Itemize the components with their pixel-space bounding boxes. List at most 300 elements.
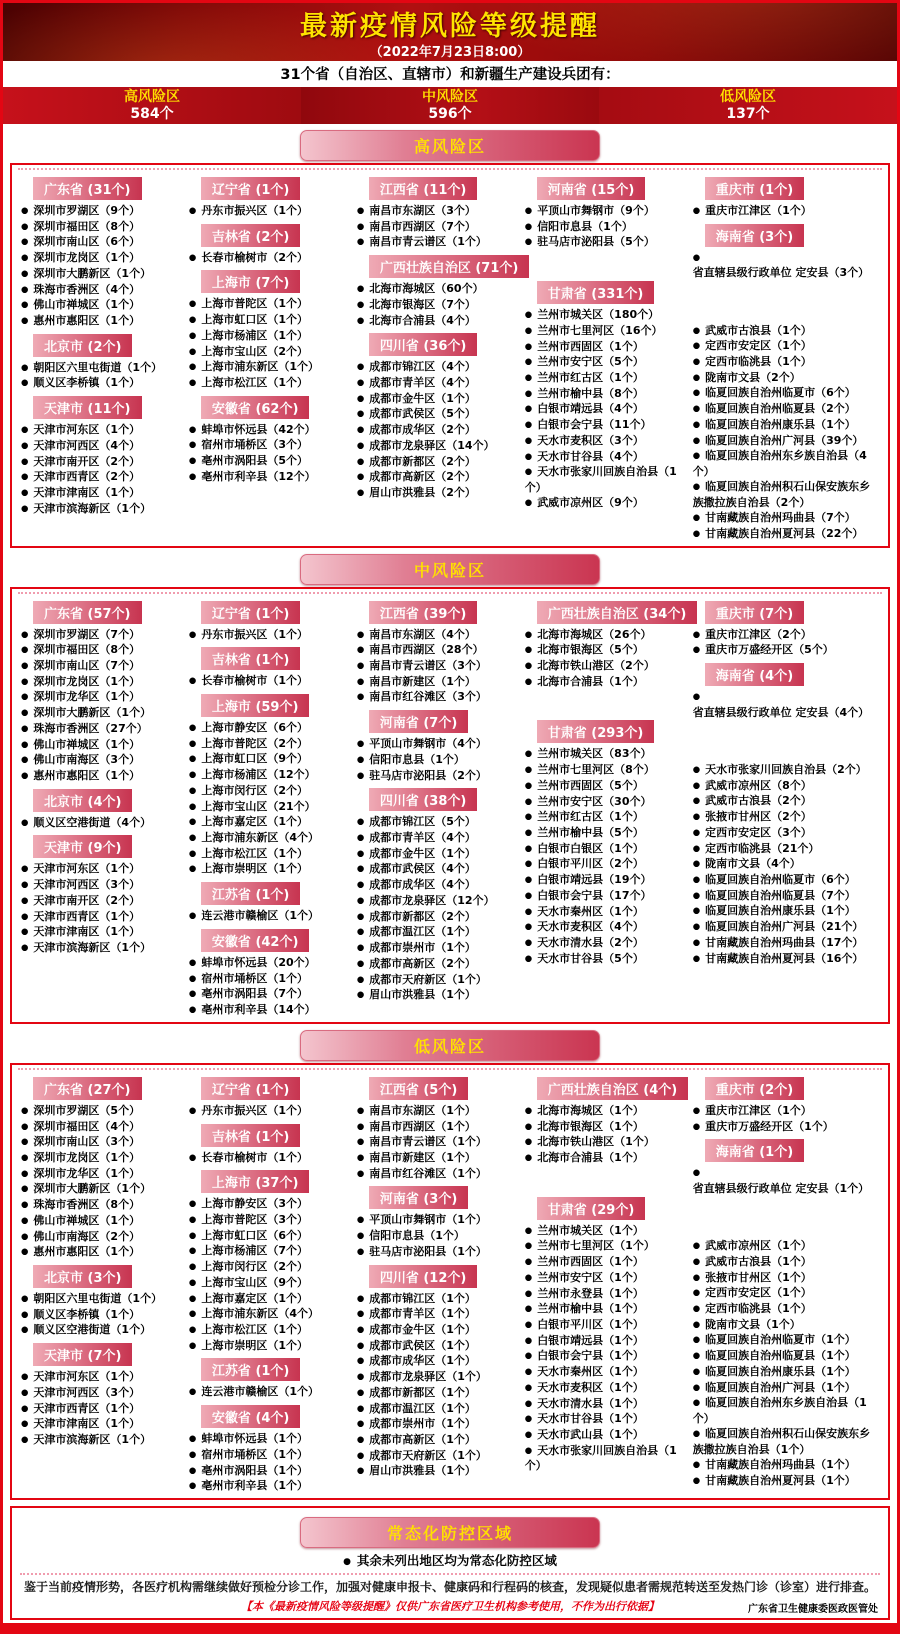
province-group <box>357 328 515 500</box>
risk-column-0 <box>16 1072 184 1448</box>
region-item: ● 天津市津南区（1个） <box>21 924 179 940</box>
region-item: ● 兰州市七里河区（16个） <box>525 323 683 339</box>
region-list <box>357 1103 515 1182</box>
region-item: ● 成都市龙泉驿区（14个） <box>357 438 515 454</box>
region-list <box>189 908 347 924</box>
province-group <box>189 1119 347 1166</box>
region-item: ● 北海市合浦县（1个） <box>525 674 683 690</box>
region-item: ● 上海市宝山区（2个） <box>189 344 347 360</box>
region-item: ● 甘南藏族自治州玛曲县（1个） <box>693 1457 879 1473</box>
region-item: ● 上海市普陀区（1个） <box>189 296 347 312</box>
region-item: ● 成都市武侯区（5个） <box>357 406 515 422</box>
province-header: 重庆市 (1个) <box>705 177 804 200</box>
region-list <box>189 250 347 266</box>
medical-guidance-note: 鉴于当前疫情形势，各医疗机构需继续做好预检分诊工作，加强对健康申报卡、健康码和行程码的核查，发现疑似患者需规范转送至发热门诊（诊室）进行排查。 <box>23 1580 876 1595</box>
region-item: ● 兰州市红古区（1个） <box>525 370 683 386</box>
region-list <box>189 1431 347 1494</box>
region-list <box>693 203 879 219</box>
region-list <box>693 627 879 658</box>
region-item: ● 兰州市城关区（180个） <box>525 307 683 323</box>
region-item: ● 珠海市香洲区（4个） <box>21 282 179 298</box>
region-item: ● 天水市张家川回族自治县（1个） <box>525 1443 683 1474</box>
province-header: 安徽省 (62个) <box>201 396 310 419</box>
risk-column-4 <box>688 172 884 542</box>
region-item: ● 蚌埠市怀远县（20个） <box>189 955 347 971</box>
region-item: ● 上海市浦东新区（4个） <box>189 1306 347 1322</box>
region-list <box>21 203 179 329</box>
region-item: ● 顺义区李桥镇（1个） <box>21 375 179 391</box>
region-item: ● 临夏回族自治州东乡族自治县（1个） <box>693 1395 879 1426</box>
region-list <box>21 1103 179 1260</box>
risk-column-4 <box>688 596 884 967</box>
province-header: 北京市 (3个) <box>33 1265 132 1288</box>
region-item: ● 南昌市西湖区（1个） <box>357 1119 515 1135</box>
province-header: 辽宁省 (1个) <box>201 1077 300 1100</box>
disclaimer-text: 【本《最新疫情风险等级提醒》仅供广东省医疗卫生机构参考使用，不作为出行依据】 <box>241 1600 659 1614</box>
province-header: 广东省 (27个) <box>33 1077 142 1100</box>
region-item: ● 驻马店市泌阳县（2个） <box>357 768 515 784</box>
region-item: ● 重庆市江津区（2个） <box>693 627 879 643</box>
region-item: ● 白银市会宁县（11个） <box>525 417 683 433</box>
region-item: ● 上海市宝山区（21个） <box>189 799 347 815</box>
region-item: ● 定西市安定区（1个） <box>693 1285 879 1301</box>
region-item: ● 白银市白银区（1个） <box>525 841 683 857</box>
province-group <box>189 1072 347 1119</box>
region-item: ● 成都市高新区（2个） <box>357 469 515 485</box>
region-item: ● 白银市平川区（1个） <box>525 1317 683 1333</box>
region-item: ● 上海市静安区（6个） <box>189 720 347 736</box>
region-item: ● 北海市海城区（26个） <box>525 627 683 643</box>
region-item: ● 天津市西青区（2个） <box>21 469 179 485</box>
province-group <box>693 658 879 720</box>
region-item: ● 白银市平川区（2个） <box>525 856 683 872</box>
region-item: ● 兰州市安宁区（30个） <box>525 794 683 810</box>
region-list <box>693 689 879 720</box>
province-header: 江苏省 (1个) <box>201 882 300 905</box>
province-header: 上海市 (59个) <box>201 694 310 717</box>
province-group <box>357 596 515 706</box>
region-list <box>189 673 347 689</box>
region-item: ● 北海市海城区（60个） <box>357 281 515 297</box>
region-item: ● 兰州市永登县（1个） <box>525 1286 683 1302</box>
region-item: ● 临夏回族自治州临夏县（7个） <box>693 888 879 904</box>
region-item: ● 上海市浦东新区（1个） <box>189 359 347 375</box>
region-item: ● 成都市温江区（1个） <box>357 1401 515 1417</box>
region-item: ● 平顶山市舞钢市（9个） <box>525 203 683 219</box>
region-item: ● 甘南藏族自治州玛曲县（17个） <box>693 935 879 951</box>
province-header: 甘肃省 (293个) <box>537 720 655 743</box>
risk-column-3 <box>520 172 688 511</box>
region-item: ● 南昌市东湖区（4个） <box>357 627 515 643</box>
region-item: ● 兰州市西固区（1个） <box>525 1254 683 1270</box>
region-list <box>357 1212 515 1259</box>
province-group <box>357 172 515 250</box>
stat-cell-0 <box>3 87 301 124</box>
region-list <box>357 203 515 250</box>
region-item: ● 成都市新都区（2个） <box>357 909 515 925</box>
province-header: 天津市 (11个) <box>33 396 142 419</box>
region-list <box>21 815 179 831</box>
stat-cell-2 <box>599 87 897 124</box>
region-item: ● 朝阳区六里屯街道（1个） <box>21 360 179 376</box>
region-item: ● 上海市普陀区（3个） <box>189 1212 347 1228</box>
region-item: ● 天水市张家川回族自治县（1个） <box>525 464 683 495</box>
section-box <box>10 163 890 548</box>
region-list <box>21 422 179 516</box>
province-header: 辽宁省 (1个) <box>201 601 300 624</box>
region-item: ● 成都市成华区（4个） <box>357 877 515 893</box>
region-item: ● 成都市高新区（2个） <box>357 956 515 972</box>
province-header: 四川省 (12个) <box>369 1265 478 1288</box>
province-header: 广西壮族自治区 (71个) <box>369 255 530 278</box>
region-item: ● 陇南市文县（1个） <box>693 1317 879 1333</box>
province-group <box>693 323 879 542</box>
region-item: ● 眉山市洪雅县（1个） <box>357 987 515 1003</box>
region-item: ● 南昌市新建区（1个） <box>357 674 515 690</box>
region-item: ● 南昌市青云谱区（1个） <box>357 1134 515 1150</box>
province-group <box>693 1134 879 1196</box>
region-item: ● 定西市临洮县（1个） <box>693 354 879 370</box>
region-item: ● 北海市银海区（7个） <box>357 297 515 313</box>
region-item: ● 南昌市青云谱区（1个） <box>357 234 515 250</box>
region-item: ● 南昌市红谷滩区（3个） <box>357 689 515 705</box>
dotted-divider <box>18 168 882 170</box>
region-item: ● 顺义区李桥镇（1个） <box>21 1307 179 1323</box>
region-item: ● 临夏回族自治州临夏县（1个） <box>693 1348 879 1364</box>
province-header: 甘肃省 (29个) <box>537 1197 646 1220</box>
region-item: ● 珠海市香洲区（8个） <box>21 1197 179 1213</box>
risk-column-3 <box>520 1072 688 1474</box>
region-item: ● 天水市甘谷县（1个） <box>525 1411 683 1427</box>
region-item: ● 长春市榆树市（2个） <box>189 250 347 266</box>
region-item: ● 成都市崇州市（1个） <box>357 1416 515 1432</box>
province-header: 海南省 (3个) <box>705 224 804 247</box>
region-list <box>525 1223 683 1474</box>
province-group <box>189 265 347 390</box>
region-item: ● 驻马店市泌阳县（5个） <box>525 234 683 250</box>
province-group <box>357 1072 515 1182</box>
region-item: ● 天水市秦州区（1个） <box>525 1364 683 1380</box>
region-item: ● 上海市嘉定区（1个） <box>189 814 347 830</box>
province-header: 天津市 (7个) <box>33 1343 132 1366</box>
risk-column-4 <box>688 1072 884 1489</box>
region-item: ● 深圳市南山区（3个） <box>21 1134 179 1150</box>
province-header: 河南省 (3个) <box>369 1186 468 1209</box>
risk-column-2 <box>352 596 520 1003</box>
province-group <box>693 219 879 281</box>
normalized-control-note: ● 其余未列出地区均为常态化防控区域 <box>20 1551 880 1569</box>
region-item: ● 北海市合浦县（4个） <box>357 313 515 329</box>
region-item: ● 上海市宝山区（9个） <box>189 1275 347 1291</box>
region-item: ● 兰州市榆中县（1个） <box>525 1301 683 1317</box>
region-item: ● 天津市西青区（1个） <box>21 1401 179 1417</box>
stat-label: 高风险区 <box>124 89 180 105</box>
dotted-divider <box>18 1068 882 1070</box>
stats-bar <box>3 87 897 124</box>
province-group <box>189 596 347 643</box>
region-list <box>357 736 515 783</box>
region-item: ● 连云港市赣榆区（1个） <box>189 1384 347 1400</box>
region-item: ● 成都市新都区（2个） <box>357 454 515 470</box>
region-item: ● 宿州市埇桥区（1个） <box>189 971 347 987</box>
issuer-attribution: 广东省卫生健康委医政医管处 <box>748 1604 878 1616</box>
region-item: ● 成都市龙泉驿区（12个） <box>357 893 515 909</box>
region-item: ● 天津市滨海新区（1个） <box>21 1432 179 1448</box>
region-list <box>357 1291 515 1480</box>
section-pill-row <box>3 554 897 585</box>
region-list <box>357 814 515 1003</box>
region-item: ● 临夏回族自治州临夏市（6个） <box>693 872 879 888</box>
province-header: 河南省 (15个) <box>537 177 646 200</box>
divider <box>20 1573 880 1575</box>
stat-count: 596个 <box>428 106 472 122</box>
region-item: ● 省直辖县级行政单位 定安县（1个） <box>693 1165 879 1196</box>
region-item: ● 佛山市禅城区（1个） <box>21 1213 179 1229</box>
sections <box>3 124 897 1502</box>
province-group <box>357 250 519 328</box>
section-columns <box>14 596 886 1018</box>
region-item: ● 上海市虹口区（6个） <box>189 1228 347 1244</box>
region-list <box>21 1369 179 1448</box>
province-group <box>21 784 179 831</box>
region-item: ● 天津市河西区（3个） <box>21 877 179 893</box>
section-columns <box>14 172 886 542</box>
report-datetime: （2022年7月23日8:00） <box>369 45 531 60</box>
region-item: ● 佛山市南海区（2个） <box>21 1229 179 1245</box>
province-group <box>189 877 347 924</box>
region-item: ● 成都市天府新区（1个） <box>357 1448 515 1464</box>
region-item: ● 定西市安定区（1个） <box>693 338 879 354</box>
region-item: ● 眉山市洪雅县（1个） <box>357 1463 515 1479</box>
region-item: ● 兰州市榆中县（8个） <box>525 386 683 402</box>
region-item: ● 上海市杨浦区（7个） <box>189 1243 347 1259</box>
region-item: ● 天水市清水县（1个） <box>525 1396 683 1412</box>
province-header: 河南省 (7个) <box>369 710 468 733</box>
region-item: ● 信阳市息县（1个） <box>357 1228 515 1244</box>
province-header: 江苏省 (1个) <box>201 1358 300 1381</box>
region-item: ● 上海市普陀区（2个） <box>189 736 347 752</box>
province-header: 安徽省 (42个) <box>201 929 310 952</box>
region-item: ● 天津市津南区（1个） <box>21 1416 179 1432</box>
province-group <box>21 830 179 955</box>
region-item: ● 临夏回族自治州临夏市（6个） <box>693 385 879 401</box>
province-header: 广东省 (31个) <box>33 177 142 200</box>
region-item: ● 定西市临洮县（1个） <box>693 1301 879 1317</box>
region-item: ● 张掖市甘州区（2个） <box>693 809 879 825</box>
stat-count: 584个 <box>130 106 174 122</box>
region-list <box>189 422 347 485</box>
intro-line: 31个省（自治区、直辖市）和新疆生产建设兵团有： <box>280 67 620 83</box>
region-item: ● 兰州市红古区（1个） <box>525 809 683 825</box>
region-item: ● 上海市松江区（1个） <box>189 1322 347 1338</box>
region-item: ● 北海市银海区（5个） <box>525 642 683 658</box>
region-list <box>693 762 879 966</box>
province-header: 四川省 (38个) <box>369 788 478 811</box>
region-item: ● 临夏回族自治州广河县（1个） <box>693 1380 879 1396</box>
province-header: 四川省 (36个) <box>369 333 478 356</box>
province-group <box>693 172 879 219</box>
region-item: ● 成都市武侯区（1个） <box>357 1338 515 1354</box>
region-item: ● 北海市海城区（1个） <box>525 1103 683 1119</box>
region-item: ● 天津市河西区（4个） <box>21 438 179 454</box>
region-item: ● 长春市榆树市（1个） <box>189 673 347 689</box>
region-item: ● 定西市安定区（3个） <box>693 825 879 841</box>
region-item: ● 深圳市福田区（4个） <box>21 1119 179 1135</box>
province-header: 北京市 (2个) <box>33 334 132 357</box>
region-list <box>525 1103 683 1166</box>
region-item: ● 重庆市万盛经开区（5个） <box>693 642 879 658</box>
region-item: ● 上海市静安区（3个） <box>189 1196 347 1212</box>
region-item: ● 成都市天府新区（1个） <box>357 972 515 988</box>
region-item: ● 成都市锦江区（1个） <box>357 1291 515 1307</box>
region-item: ● 天津市河东区（1个） <box>21 422 179 438</box>
region-item: ● 武威市凉州区（8个） <box>693 778 879 794</box>
region-item: ● 南昌市青云谱区（3个） <box>357 658 515 674</box>
region-list <box>693 250 879 281</box>
region-list <box>693 1238 879 1488</box>
province-group <box>189 642 347 689</box>
stat-count: 137个 <box>726 106 770 122</box>
region-item: ● 武威市古浪县（1个） <box>693 1254 879 1270</box>
region-item: ● 临夏回族自治州临夏县（2个） <box>693 401 879 417</box>
region-item: ● 天水市麦积区（1个） <box>525 1380 683 1396</box>
region-item: ● 信阳市息县（1个） <box>525 219 683 235</box>
region-item: ● 成都市温江区（1个） <box>357 924 515 940</box>
region-list <box>189 1196 347 1353</box>
region-item: ● 丹东市振兴区（1个） <box>189 203 347 219</box>
region-item: ● 顺义区空港街道（4个） <box>21 815 179 831</box>
normalized-control-section <box>10 1506 890 1620</box>
province-header: 海南省 (1个) <box>705 1139 804 1162</box>
region-item: ● 上海市松江区（1个） <box>189 846 347 862</box>
region-item: ● 信阳市息县（1个） <box>357 752 515 768</box>
region-list <box>693 1103 879 1134</box>
region-item: ● 兰州市西固区（1个） <box>525 339 683 355</box>
region-item: ● 上海市杨浦区（1个） <box>189 328 347 344</box>
region-item: ● 甘南藏族自治州夏河县（22个） <box>693 526 879 542</box>
province-header: 上海市 (37个) <box>201 1170 310 1193</box>
province-group <box>21 172 179 329</box>
region-item: ● 惠州市惠阳区（1个） <box>21 1244 179 1260</box>
region-item: ● 天津市西青区（1个） <box>21 909 179 925</box>
province-group <box>525 276 683 511</box>
region-item: ● 陇南市文县（4个） <box>693 856 879 872</box>
stat-cell-1 <box>301 87 599 124</box>
province-header: 海南省 (4个) <box>705 663 804 686</box>
region-list <box>189 955 347 1018</box>
region-list <box>357 281 515 328</box>
region-item: ● 北海市铁山港区（1个） <box>525 1134 683 1150</box>
region-item: ● 天水市麦积区（4个） <box>525 919 683 935</box>
province-header: 江西省 (39个) <box>369 601 478 624</box>
region-item: ● 深圳市福田区（8个） <box>21 642 179 658</box>
region-item: ● 临夏回族自治州康乐县（1个） <box>693 417 879 433</box>
region-item: ● 临夏回族自治州东乡族自治县（4个） <box>693 448 879 479</box>
province-group <box>21 391 179 516</box>
region-item: ● 宿州市埇桥区（3个） <box>189 437 347 453</box>
province-group <box>525 172 683 250</box>
region-item: ● 朝阳区六里屯街道（1个） <box>21 1291 179 1307</box>
region-item: ● 深圳市南山区（6个） <box>21 234 179 250</box>
region-item: ● 天津市南开区（2个） <box>21 893 179 909</box>
region-item: ● 成都市青羊区（4个） <box>357 830 515 846</box>
region-item: ● 白银市靖远县（1个） <box>525 1333 683 1349</box>
region-list <box>189 203 347 219</box>
province-group <box>525 715 683 966</box>
header-banner <box>3 3 897 61</box>
region-item: ● 惠州市惠阳区（1个） <box>21 768 179 784</box>
region-item: ● 武威市凉州区（9个） <box>525 495 683 511</box>
region-list <box>357 627 515 706</box>
province-group <box>189 924 347 1018</box>
region-item: ● 陇南市文县（2个） <box>693 370 879 386</box>
section-box <box>10 587 890 1024</box>
region-item: ● 成都市锦江区（5个） <box>357 814 515 830</box>
region-item: ● 成都市金牛区（1个） <box>357 391 515 407</box>
region-item: ● 佛山市南海区（3个） <box>21 752 179 768</box>
region-item: ● 天水市张家川回族自治县（2个） <box>693 762 879 778</box>
section-columns <box>14 1072 886 1494</box>
province-group <box>189 689 347 877</box>
province-group <box>525 596 687 690</box>
province-header: 广西壮族自治区 (4个) <box>537 1077 688 1100</box>
region-item: ● 上海市闵行区（2个） <box>189 783 347 799</box>
risk-column-2 <box>352 172 520 501</box>
province-header: 广东省 (57个) <box>33 601 142 624</box>
province-group <box>693 762 879 966</box>
province-group <box>21 329 179 391</box>
region-item: ● 北海市合浦县（1个） <box>525 1150 683 1166</box>
risk-column-0 <box>16 596 184 956</box>
bottom-red-bar <box>3 1623 897 1631</box>
region-item: ● 亳州市利辛县（12个） <box>189 469 347 485</box>
region-item: ● 省直辖县级行政单位 定安县（3个） <box>693 250 879 281</box>
region-item: ● 上海市虹口区（1个） <box>189 312 347 328</box>
province-header: 甘肃省 (331个) <box>537 281 655 304</box>
province-group <box>693 596 879 658</box>
region-item: ● 上海市嘉定区（1个） <box>189 1291 347 1307</box>
region-item: ● 成都市武侯区（4个） <box>357 861 515 877</box>
province-group <box>693 1238 879 1488</box>
section-pill-row <box>3 130 897 161</box>
region-item: ● 亳州市利辛县（14个） <box>189 1002 347 1018</box>
region-item: ● 天津市河东区（1个） <box>21 1369 179 1385</box>
region-item: ● 兰州市榆中县（5个） <box>525 825 683 841</box>
region-item: ● 深圳市南山区（7个） <box>21 658 179 674</box>
region-item: ● 天津市南开区（2个） <box>21 454 179 470</box>
region-list <box>525 307 683 511</box>
region-item: ● 惠州市惠阳区（1个） <box>21 313 179 329</box>
region-item: ● 兰州市西固区（5个） <box>525 778 683 794</box>
region-list <box>525 746 683 966</box>
province-header: 吉林省 (1个) <box>201 1124 300 1147</box>
region-list <box>525 627 683 690</box>
region-item: ● 兰州市安宁区（5个） <box>525 354 683 370</box>
region-item: ● 北海市铁山港区（2个） <box>525 658 683 674</box>
region-item: ● 重庆市江津区（1个） <box>693 1103 879 1119</box>
region-item: ● 成都市金牛区（1个） <box>357 846 515 862</box>
region-item: ● 连云港市赣榆区（1个） <box>189 908 347 924</box>
region-list <box>189 1103 347 1119</box>
region-item: ● 平顶山市舞钢市（1个） <box>357 1212 515 1228</box>
region-item: ● 深圳市大鹏新区（1个） <box>21 1181 179 1197</box>
province-header: 安徽省 (4个) <box>201 1405 300 1428</box>
region-item: ● 天津市河东区（1个） <box>21 861 179 877</box>
region-item: ● 丹东市振兴区（1个） <box>189 627 347 643</box>
region-item: ● 省直辖县级行政单位 定安县（4个） <box>693 689 879 720</box>
province-group <box>189 1353 347 1400</box>
region-list <box>21 360 179 391</box>
